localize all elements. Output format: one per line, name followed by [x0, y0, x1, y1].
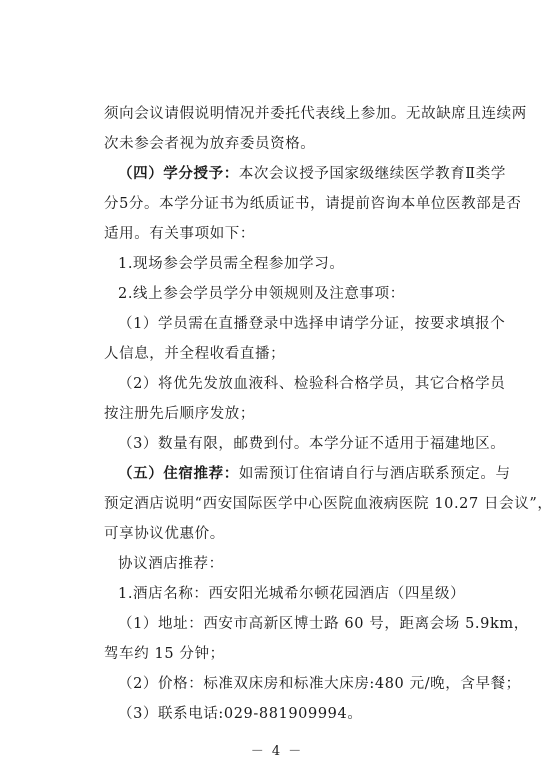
hotel-heading: 协议酒店推荐：: [118, 556, 224, 572]
paragraph-line: 须向会议请假说明情况并委托代表线上参加。无故缺席且连续两: [104, 106, 527, 122]
hotel-address: （1）地址：西安市高新区博士路 60 号，距离会场 5.9km，: [118, 616, 529, 632]
sub-item: （1）学员需在直播登录中选择申请学分证，按要求填报个: [118, 316, 506, 332]
paragraph-line: 分5分。本学分证书为纸质证书，请提前咨询本单位医教部是否: [104, 196, 522, 212]
hotel-price: （2）价格：标准双床房和标准大床房:480 元/晚，含早餐；: [118, 676, 521, 692]
paragraph-line: 次未参会者视为放弃委员资格。: [104, 136, 316, 152]
paragraph-line: 可享协议优惠价。: [104, 526, 225, 542]
section-four-text: 本次会议授予国家级继续医学教育Ⅱ类学: [238, 166, 506, 182]
sub-item: （3）数量有限，邮费到付。本学分证不适用于福建地区。: [118, 436, 506, 452]
paragraph-line: 人信息，并全程收看直播；: [104, 346, 286, 362]
section-four-heading: （四）学分授予：: [118, 165, 239, 182]
page-number: － 4 －: [250, 744, 304, 759]
list-item: 1.现场参会学员需全程参加学习。: [118, 256, 345, 272]
section-five-text: 如需预订住宿请自行与酒店联系预定。与: [238, 466, 511, 482]
section-five-line: [118, 464, 511, 484]
paragraph-line: 预定酒店说明“西安国际医学中心医院血液病医院 10.27 日会议”，: [104, 496, 553, 512]
paragraph-line: 按注册先后顺序发放；: [104, 406, 255, 422]
section-four-line: [118, 164, 508, 184]
list-item: 2.线上参会学员学分申领规则及注意事项：: [118, 286, 405, 302]
paragraph-line: 适用。有关事项如下：: [104, 226, 255, 242]
section-five-heading: （五）住宿推荐：: [118, 465, 239, 482]
hotel-name: 1.酒店名称：西安阳光城希尔顿花园酒店（四星级）: [118, 586, 466, 602]
hotel-phone: （3）联系电话:029-881909994。: [118, 706, 363, 722]
paragraph-line: 驾车约 15 分钟；: [104, 646, 225, 662]
sub-item: （2）将优先发放血液科、检验科合格学员，其它合格学员: [118, 376, 506, 392]
